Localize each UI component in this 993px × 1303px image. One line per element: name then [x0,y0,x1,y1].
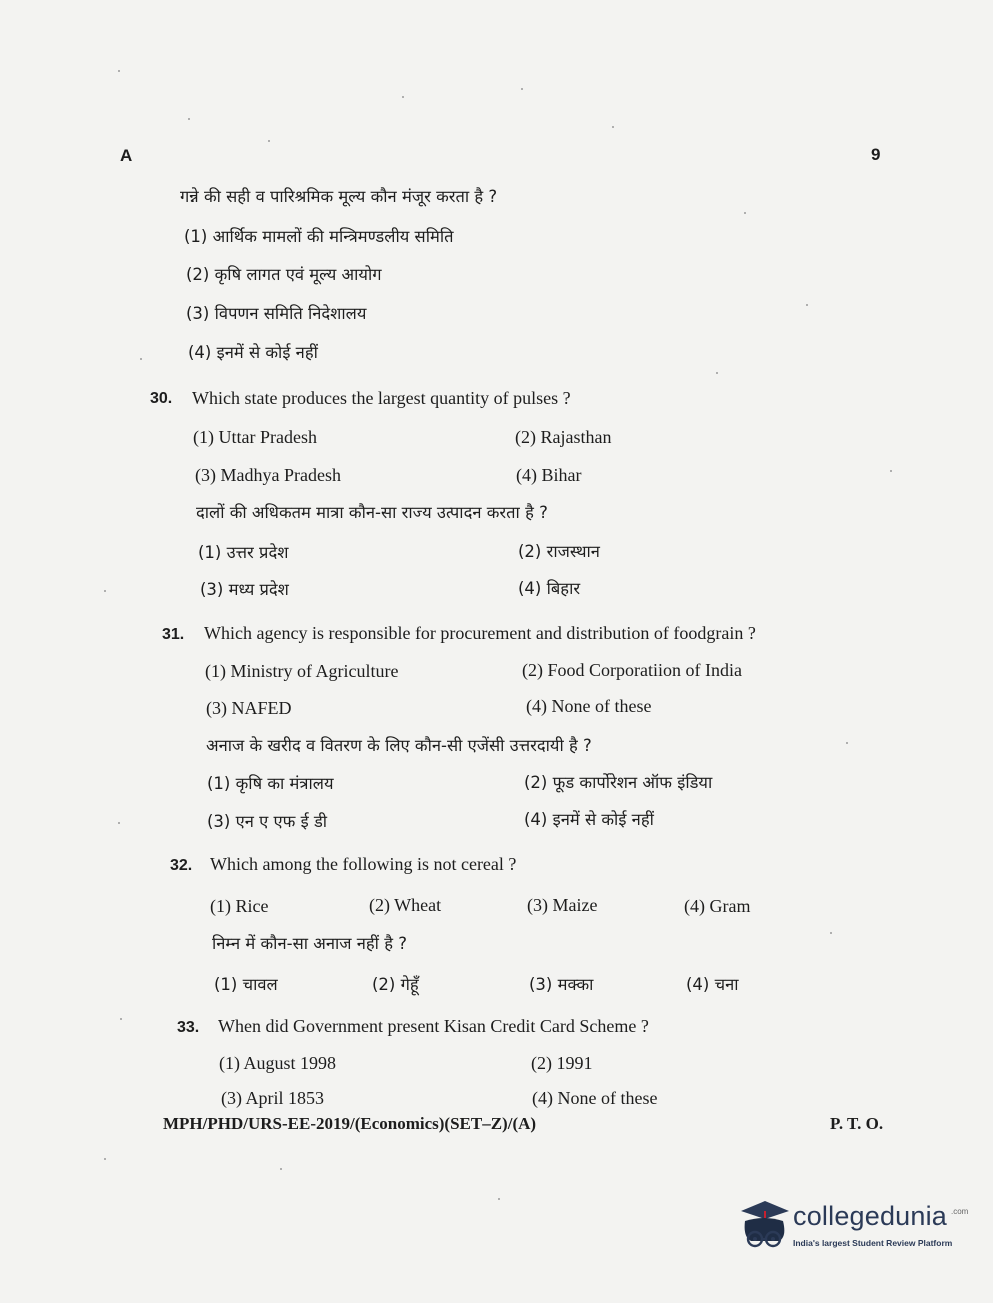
q33-option-3: (3) April 1853 [221,1088,324,1108]
scan-speck [104,1158,106,1160]
q31-option-2: (2) Food Corporatiion of India [522,660,742,680]
q31-option-1: (1) Ministry of Agriculture [205,661,399,681]
q29-hindi-option-4: (4) इनमें से कोई नहीं [188,343,318,362]
q29-hindi-option-3: (3) विपणन समिति निदेशालय [186,304,367,323]
q30-option-2: (2) Rajasthan [515,427,612,447]
q30-hindi-question: दालों की अधिकतम मात्रा कौन-सा राज्य उत्पादन करता है ? [196,503,548,522]
q32-option-2: (2) Wheat [369,895,442,915]
scan-speck [104,590,106,592]
q32-hindi-question: निम्न में कौन-सा अनाज नहीं है ? [212,934,407,953]
scan-speck [744,212,746,214]
q31-hindi-option-1: (1) कृषि का मंत्रालय [207,774,334,793]
q30-hindi-option-4: (4) बिहार [518,579,581,598]
mascot-icon [735,1197,791,1259]
q33-option-2: (2) 1991 [531,1053,593,1073]
q32-hindi-option-1: (1) चावल [214,975,278,994]
q31-question: Which agency is responsible for procurement and distribution of foodgrain ? [204,623,756,643]
q30-hindi-option-1: (1) उत्तर प्रदेश [198,543,289,562]
q32-hindi-option-3: (3) मक्का [529,975,594,994]
q32-hindi-option-2: (2) गेहूँ [372,975,419,994]
q32-option-4: (4) Gram [684,896,751,916]
q29-hindi-question: गन्ने की सही व पारिश्रमिक मूल्य कौन मंजूर करता है ? [180,187,498,206]
page-number: 9 [871,145,881,164]
scan-speck [716,372,718,374]
q31-hindi-option-3: (3) एन ए एफ ई डी [207,812,328,831]
q29-hindi-option-1: (1) आर्थिक मामलों की मन्त्रिमण्डलीय समिति [184,227,454,246]
scan-speck [118,70,120,72]
scan-speck [890,470,892,472]
q30-hindi-option-2: (2) राजस्थान [518,542,600,561]
scan-speck [120,1018,122,1020]
scan-speck [806,304,808,306]
brand-tagline: India's largest Student Review Platform [793,1238,953,1248]
scan-speck [268,140,270,142]
q33-option-4: (4) None of these [532,1088,658,1108]
scan-speck [846,742,848,744]
q31-hindi-option-4: (4) इनमें से कोई नहीं [524,810,654,829]
scan-speck [118,822,120,824]
q30-option-3: (3) Madhya Pradesh [195,465,341,485]
q30-option-4: (4) Bihar [516,465,582,485]
paper-code: MPH/PHD/URS-EE-2019/(Economics)(SET–Z)/(A) [163,1114,537,1133]
scan-speck [402,96,404,98]
q33-question: When did Government present Kisan Credit Card Scheme ? [218,1016,649,1036]
q33-number: 33. [177,1019,200,1036]
scan-speck [498,1198,500,1200]
collegedunia-watermark [735,1195,969,1265]
q29-hindi-option-2: (2) कृषि लागत एवं मूल्य आयोग [186,265,382,284]
q32-hindi-option-4: (4) चना [686,975,739,994]
q30-question: Which state produces the largest quantity of pulses ? [192,388,571,408]
scan-speck [521,88,523,90]
brand-suffix: .com [951,1207,969,1216]
q30-hindi-option-3: (3) मध्य प्रदेश [200,580,289,599]
q32-question: Which among the following is not cereal ? [210,854,517,874]
pto-label: P. T. O. [830,1114,884,1133]
q31-option-4: (4) None of these [526,696,652,716]
q31-hindi-option-2: (2) फूड कार्पोरेशन ऑफ इंडिया [524,773,713,792]
q31-hindi-question: अनाज के खरीद व वितरण के लिए कौन-सी एजेंसी उत्तरदायी है ? [206,736,592,755]
q31-number: 31. [162,626,185,643]
scan-speck [612,126,614,128]
scan-speck [280,1168,282,1170]
scan-speck [830,932,832,934]
q31-option-3: (3) NAFED [206,698,292,718]
set-letter: A [120,146,133,165]
q32-option-3: (3) Maize [527,895,598,915]
brand-name: collegedunia [793,1201,948,1231]
scan-speck [188,118,190,120]
q32-number: 32. [170,857,193,874]
scan-speck [140,358,142,360]
q30-option-1: (1) Uttar Pradesh [193,427,317,447]
q30-number: 30. [150,390,173,407]
q32-option-1: (1) Rice [210,896,269,916]
q33-option-1: (1) August 1998 [219,1053,336,1073]
